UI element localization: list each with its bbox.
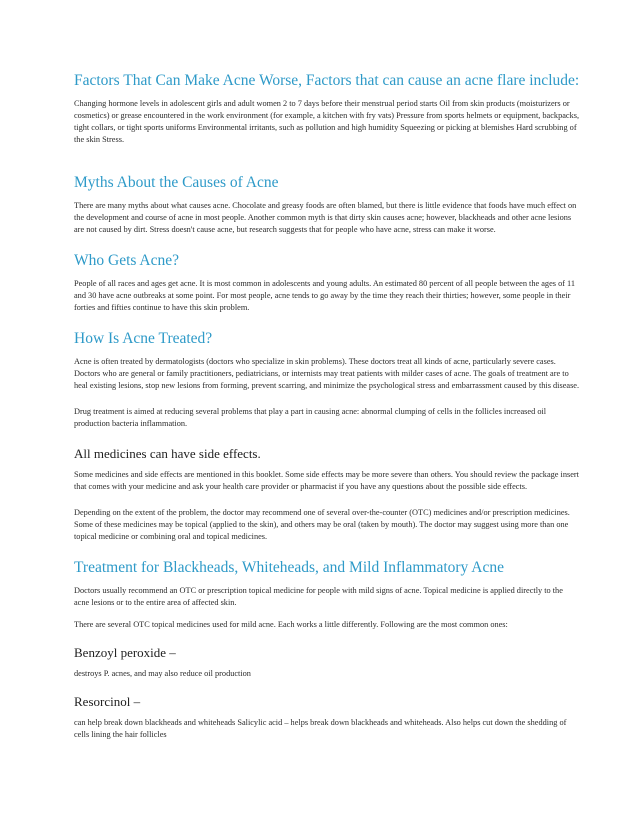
subheading-resorcinol: Resorcinol – (74, 694, 141, 709)
section-heading-mild-acne-treatment: Treatment for Blackheads, Whiteheads, and Mild Inflammatory Acne (74, 559, 505, 576)
paragraph-resorcinol: can help break down blackheads and whiteheads Salicylic acid – helps break down blackheads and whiteheads. Also helps cut down the shedding of cells lining the hair follicles (74, 718, 567, 739)
paragraph-side-effects-1: Some medicines and side effects are mentioned in this booklet. Some side effects may be more severe than others. You should review the package insert that comes with your medicine and ask your health care provider or pharmacist if you have any questions about the possible side effects. (74, 470, 579, 491)
paragraph-who-gets-acne: People of all races and ages get acne. It is most common in adolescents and young adults. An estimated 80 percent of all people between the ages of 11 and 30 have acne outbreaks at some point. For most people, acne tends to go away by the time they reach their thirties; however, some people in their forties and fifties continue to have this skin problem. (74, 279, 576, 312)
section-heading-myths: Myths About the Causes of Acne (74, 174, 279, 191)
subheading-benzoyl-peroxide: Benzoyl peroxide – (74, 645, 176, 660)
section-heading-treatment: How Is Acne Treated? (74, 330, 213, 347)
paragraph-benzoyl-peroxide: destroys P. acnes, and may also reduce oil production (74, 669, 251, 678)
paragraph-mild-acne-1: Doctors usually recommend an OTC or prescription topical medicine for people with mild signs of acne. Topical medicine is applied directly to the acne lesions or to the entire area of affected skin. (74, 586, 563, 607)
paragraph-factors: Changing hormone levels in adolescent girls and adult women 2 to 7 days before their menstrual period starts Oil from skin products (moisturizers or cosmetics) or grease encountered in the work environment (for example, a kitchen with fry vats) Pressure from sports helmets or equipment, backpacks, tight collars, or tight sports uniforms Environmental irritants, such as pollution and high humidity Squeezing or picking at blemishes Hard scrubbing of the skin Stress. (74, 99, 580, 144)
section-heading-who-gets-acne: Who Gets Acne? (74, 252, 180, 269)
paragraph-treatment-1: Acne is often treated by dermatologists (doctors who specialize in skin problems). These doctors treat all kinds of acne, particularly severe cases. Doctors who are general or family practitioners, pediatricians, or internists may treat patients with milder cases of acne. The goals of treatment are to heal existing lesions, stop new lesions from forming, prevent scarring, and minimize the psychological stress and embarrassment caused by this disease. (74, 357, 580, 390)
paragraph-side-effects-2: Depending on the extent of the problem, the doctor may recommend one of several over-the-counter (OTC) medicines and/or prescription medicines. Some of these medicines may be topical (applied to the skin), and others may be oral (taken by mouth). The doctor may suggest using more than one topical medicine or combining oral and topical medicines. (74, 508, 570, 541)
subheading-side-effects: All medicines can have side effects. (74, 446, 261, 461)
paragraph-mild-acne-2: There are several OTC topical medicines used for mild acne. Each works a little differently. Following are the most common ones: (74, 620, 508, 629)
paragraph-treatment-2: Drug treatment is aimed at reducing several problems that play a part in causing acne: abnormal clumping of cells in the follicles increased oil production bacteria inflammation. (74, 407, 547, 428)
paragraph-myths: There are many myths about what causes acne. Chocolate and greasy foods are often blamed, but there is little evidence that foods have much effect on the development and course of acne in most people. Another common myth is that dirty skin causes acne; however, blackheads and other acne lesions are not caused by dirt. Stress doesn't cause acne, but research suggests that for people who have acne, stress can make it worse. (74, 201, 577, 234)
section-heading-factors: Factors That Can Make Acne Worse, Factors that can cause an acne flare include: (74, 72, 580, 89)
